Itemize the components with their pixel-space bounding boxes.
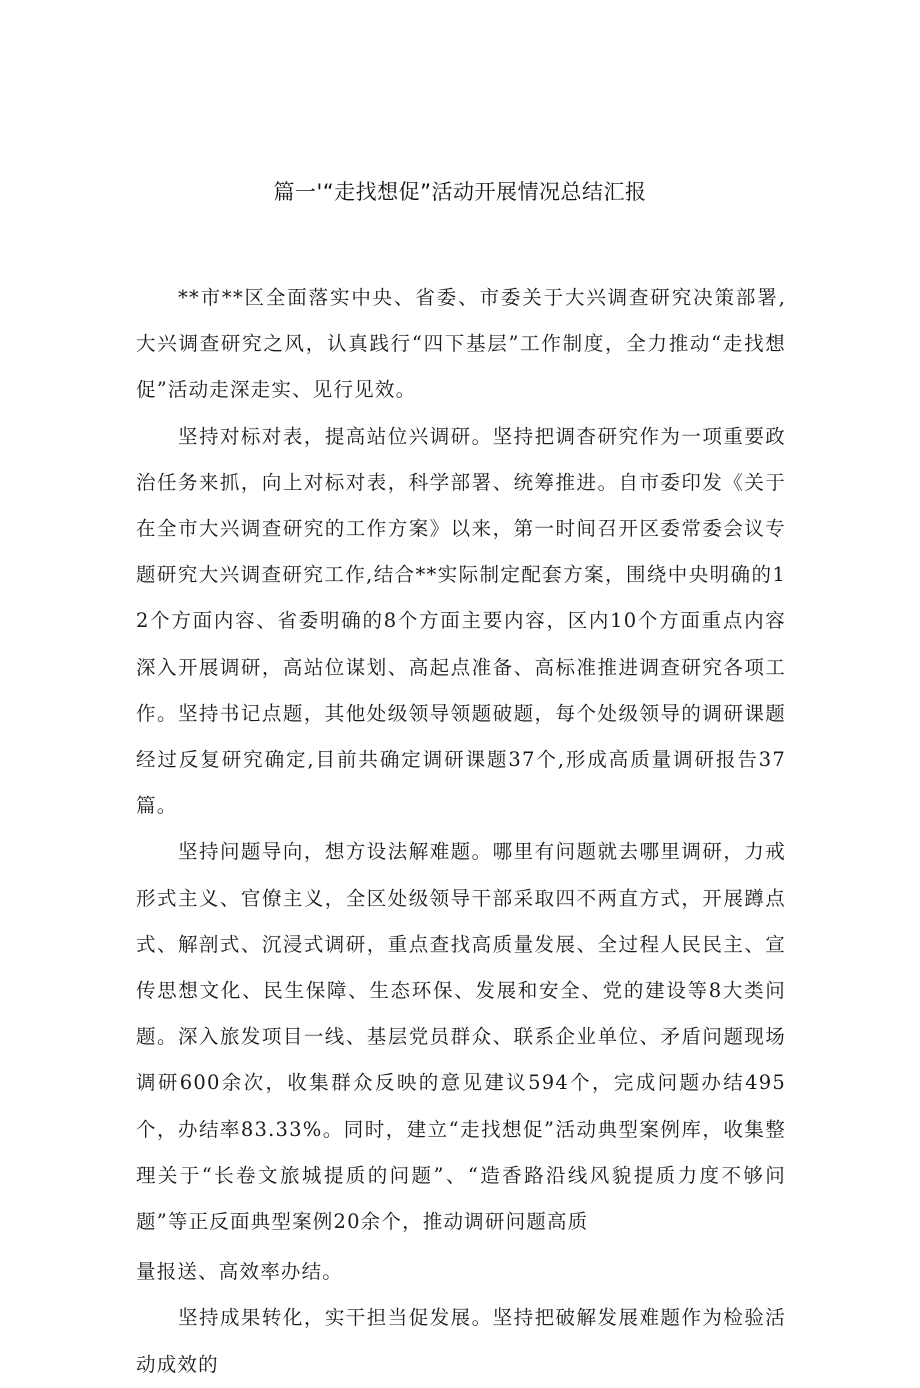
paragraph-problem-oriented: 坚持问题导向，想方设法解难题。哪里有问题就去哪里调研，力戒形式主义、官僚主义，全区处级领导干部采取四不两直方式，开展蹲点式、解剖式、沉浸式调研，重点查找高质量发展、全过程人民民主、宣传思想文化、民生保障、生态环保、发展和安全、党的建设等8大类问题。深入旅发项目一线、基层党员群众、联系企业单位、矛盾问题现场调研600余次，收集群众反映的意见建议594个，完成问题办结495个，办结率83.33%。同时，建立“走找想促”活动典型案例库，收集整理关于“长卷文旅城提质的问题”、“造香路沿线风貌提质力度不够问题”等正反面典型案例20余个，推动调研问题高质	[136, 840, 786, 1234]
paragraph-continuation: 量报送、高效率办结。	[136, 1260, 344, 1284]
paragraph-intro: **市**区全面落实中央、省委、市委关于大兴调查研究决策部署,大兴调查研究之风，认真践行“四下基层”工作制度，全力推动“走找想促”活动走深走实、见行见效。	[136, 286, 786, 402]
document-body	[136, 275, 786, 1388]
paragraph-benchmarking: 坚持对标对表，提高站位兴调研。坚持把调杳研究作为一项重要政治任务来抓，向上对标对表，科学部署、统筹推进。自市委印发《关于在全市大兴调查研究的工作方案》以来，第一时间召开区委常委会议专题研究大兴调查研究工作,结合**实际制定配套方案，围绕中央明确的12个方面内容、省委明确的8个方面主要内容，区内10个方面重点内容深入开展调研，高站位谋划、高起点准备、高标准推进调查研究各项工作。坚持书记点题，其他处级领导领题破题，每个处级领导的调研课题经过反复研究确定,目前共确定调研课题37个,形成高质量调研报告37篇。	[136, 424, 786, 818]
paragraph-results-transformation: 坚持成果转化，实干担当促发展。坚持把破解发展难题作为检验活动成效的	[136, 1306, 786, 1376]
document-title: 篇一'“走找想促”活动开展情况总结汇报	[273, 180, 647, 204]
